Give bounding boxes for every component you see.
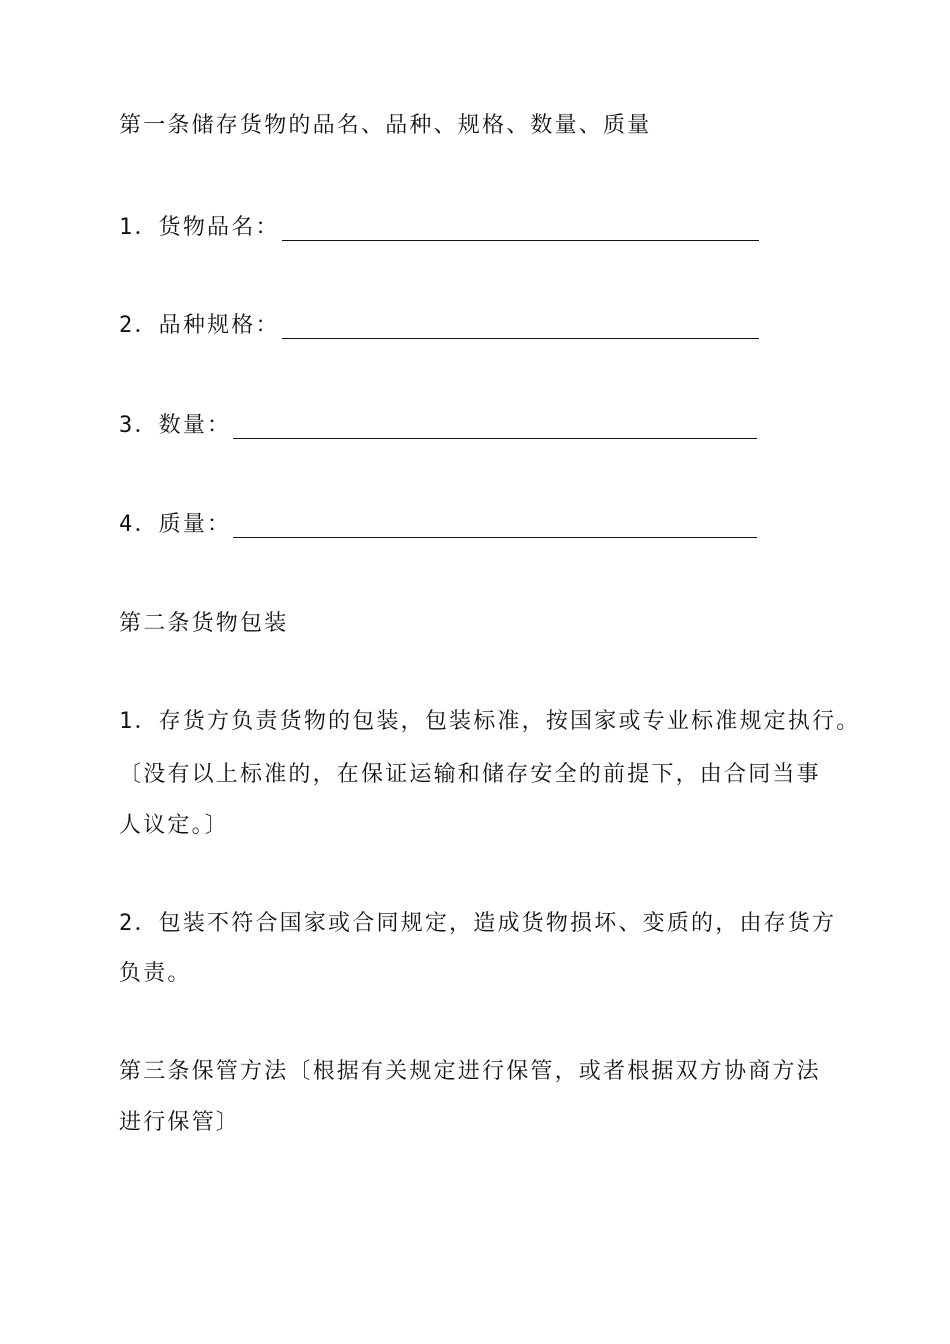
field-variety-spec	[119, 313, 759, 339]
article-2-item-2-line-2: 负责。	[119, 961, 192, 986]
field-goods-name	[119, 215, 759, 241]
goods-name-blank[interactable]	[282, 220, 759, 241]
article-1-title: 第一条储存货物的品名、品种、规格、数量、质量	[119, 113, 652, 138]
article-2-item-2-line-1: 2．包装不符合国家或合同规定，造成货物损坏、变质的，由存货方	[119, 911, 837, 936]
quantity-blank[interactable]	[233, 418, 757, 439]
variety-spec-blank[interactable]	[282, 318, 759, 339]
field-quality-label: 4．质量：	[119, 512, 232, 537]
field-quantity-label: 3．数量：	[119, 413, 232, 438]
article-3-title-line-1: 第三条保管方法〔根据有关规定进行保管，或者根据双方协商方法	[119, 1059, 821, 1084]
quality-blank[interactable]	[233, 517, 757, 538]
article-2-title: 第二条货物包装	[119, 611, 289, 636]
article-2-item-1-line-3: 人议定。〕	[119, 813, 230, 838]
article-2-item-1-line-2: 〔没有以上标准的，在保证运输和储存安全的前提下，由合同当事	[119, 762, 821, 787]
field-quantity	[119, 413, 757, 439]
field-variety-spec-label: 2．品种规格：	[119, 313, 280, 338]
article-3-title-line-2: 进行保管〕	[119, 1110, 241, 1135]
field-goods-name-label: 1．货物品名：	[119, 215, 280, 240]
field-quality	[119, 512, 757, 538]
article-2-item-1-line-1: 1．存货方负责货物的包装，包装标准，按国家或专业标准规定执行。	[119, 709, 861, 734]
